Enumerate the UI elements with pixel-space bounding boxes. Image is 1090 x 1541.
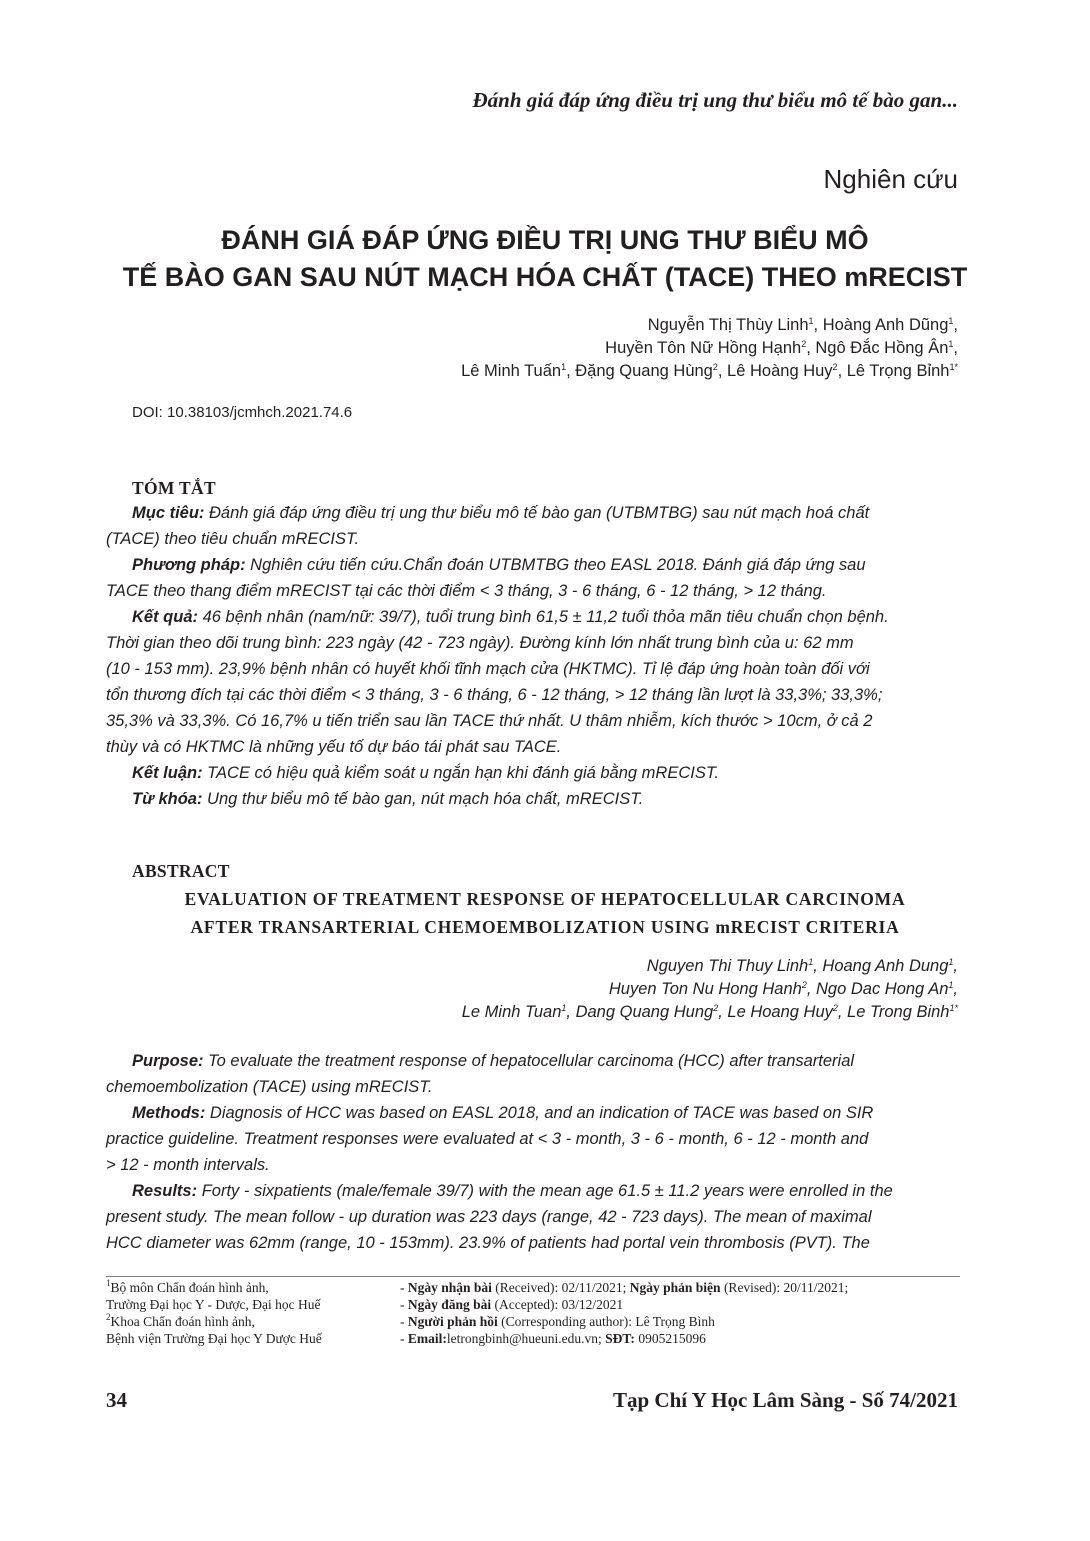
author-line — [461, 360, 958, 383]
received-label: Ngày nhận bài — [407, 1280, 492, 1295]
en-abstract-heading: ABSTRACT — [132, 861, 230, 881]
en-title — [0, 885, 1090, 941]
running-head: Đánh giá đáp ứng điều trị ung thư biểu mô tế bào gan... — [472, 88, 958, 112]
accepted-label: Ngày đăng bài — [407, 1297, 492, 1312]
affiliation-mark: 1 — [808, 316, 814, 326]
page-number: 34 — [106, 1388, 127, 1412]
revised-label: Ngày phản biện — [629, 1280, 721, 1295]
author: Huyền Tôn Nữ Hồng Hạnh — [605, 339, 802, 357]
affiliation-mark: 2 — [832, 362, 838, 372]
affiliation-mark: 1 — [106, 1278, 111, 1288]
footnote-line: - Ngày đăng bài (Accepted): 03/12/2021 — [400, 1297, 624, 1312]
accepted-date: (Accepted): 03/12/2021 — [491, 1297, 624, 1312]
abstract-line: HCC diameter was 62mm (range, 10 - 153mm). 23.9% of patients had portal vein thrombosis (PVT). The — [106, 1234, 870, 1252]
abstract-line — [106, 786, 960, 812]
affiliation-mark: 1 — [808, 957, 814, 967]
affiliation-mark: 2 — [801, 339, 807, 349]
abstract-text: TACE có hiệu quả kiểm soát u ngắn hạn khi đánh giá bằng mRECIST. — [202, 764, 719, 782]
abstract-line: > 12 - month intervals. — [106, 1156, 270, 1174]
abstract-line: present study. The mean follow - up duration was 223 days (range, 42 - 723 days). The mean of maximal — [106, 1208, 872, 1226]
author: , Hoàng Anh Dũng — [813, 316, 949, 334]
author: , Ngô Đắc Hồng Ân — [806, 339, 949, 357]
affiliation-mark: 1 — [948, 957, 954, 967]
abstract-line: 35,3% và 33,3%. Có 16,7% u tiến triển sau lần TACE thứ nhất. U thâm nhiễm, kích thước > 10cm, ở cả 2 — [106, 712, 873, 730]
author: , Lê Trọng Bỉnh — [837, 362, 950, 380]
affiliation-mark: 1 — [948, 316, 954, 326]
affiliation-mark: 1 — [561, 1003, 567, 1013]
author-line — [462, 955, 958, 978]
title-line: TẾ BÀO GAN SAU NÚT MẠCH HÓA CHẤT (TACE) THEO mRECIST — [122, 262, 968, 292]
affiliation-text: Bộ môn Chẩn đoán hình ảnh, — [110, 1280, 269, 1295]
results-label: Kết quả: — [132, 608, 198, 626]
author-line — [461, 337, 958, 360]
footnote-line — [106, 1313, 322, 1330]
affiliation-text: Khoa Chẩn đoán hình ảnh, — [110, 1314, 255, 1329]
author: , Ngo Dac Hong An — [806, 980, 949, 998]
author: Lê Minh Tuấn — [461, 362, 562, 380]
abstract-text: Nghiên cứu tiến cứu.Chẩn đoán UTBMTBG theo EASL 2018. Đánh giá đáp ứng sau — [245, 556, 866, 574]
author: , Lê Hoàng Huy — [717, 362, 833, 380]
affiliation-footnotes — [106, 1279, 322, 1347]
abstract-text: Đánh giá đáp ứng điều trị ung thư biểu mô tế bào gan (UTBMTBG) sau nút mạch hoá chất — [204, 504, 870, 522]
affiliation-mark: 2 — [106, 1312, 111, 1322]
abstract-line — [106, 500, 960, 526]
author-line — [462, 978, 958, 1001]
abstract-line: tổn thương đích tại các thời điểm < 3 tháng, 3 - 6 tháng, 6 - 12 tháng, > 12 tháng lần lượt là 33,3%; 33,3%; — [106, 686, 883, 704]
affiliation-mark: 1* — [949, 362, 958, 372]
methods-label: Phương pháp: — [132, 556, 246, 574]
affiliation-mark: 1 — [948, 980, 954, 990]
corresponding-author: (Corresponding author): Lê Trọng Bình — [497, 1314, 715, 1329]
email-label: Email: — [407, 1331, 447, 1346]
affiliation-mark: 1 — [561, 362, 567, 372]
email-address[interactable]: letrongbinh@hueuni.edu.vn; — [446, 1331, 606, 1346]
en-abstract-body — [106, 1048, 960, 1256]
vn-abstract-body — [106, 500, 960, 812]
abstract-line — [106, 1048, 960, 1074]
abstract-line: (TACE) theo tiêu chuẩn mRECIST. — [106, 530, 360, 548]
footnote-line: - Ngày nhận bài (Received): 02/11/2021; Ngày phản biện (Revised): 20/11/2021; — [400, 1280, 849, 1295]
abstract-line: practice guideline. Treatment responses were evaluated at < 3 - month, 3 - 6 - month, 6 - 12 - month and — [106, 1130, 869, 1148]
abstract-text: Ung thư biểu mô tế bào gan, nút mạch hóa chất, mRECIST. — [202, 790, 644, 808]
author: Huyen Ton Nu Hong Hanh — [608, 980, 802, 998]
footnote-line — [106, 1279, 322, 1296]
separator: , — [953, 316, 958, 334]
objective-label: Mục tiêu: — [132, 504, 205, 522]
footnote-line: - Người phản hồi (Corresponding author): Lê Trọng Bình — [400, 1314, 715, 1329]
conclusion-label: Kết luận: — [132, 764, 203, 782]
title-line: ĐÁNH GIÁ ĐÁP ỨNG ĐIỀU TRỊ UNG THƯ BIỂU MÔ — [221, 225, 869, 255]
author: , Hoang Anh Dung — [813, 957, 949, 975]
footnote-line: Bệnh viện Trường Đại học Y Dược Huế — [106, 1331, 322, 1346]
abstract-line — [106, 760, 960, 786]
results-label: Results: — [132, 1182, 198, 1200]
received-date: (Received): 02/11/2021; — [491, 1280, 630, 1295]
author: Nguyen Thi Thuy Linh — [646, 957, 809, 975]
corresponding-label: Người phản hồi — [407, 1314, 498, 1329]
affiliation-mark: 2 — [712, 362, 718, 372]
separator: , — [953, 980, 958, 998]
abstract-text: To evaluate the treatment response of hepatocellular carcinoma (HCC) after transarterial — [203, 1052, 855, 1070]
footnote-line: - Email:letrongbinh@hueuni.edu.vn; SĐT: 0905215096 — [400, 1331, 706, 1346]
separator: , — [953, 339, 958, 357]
author-line — [462, 1001, 958, 1024]
affiliation-mark: 2 — [713, 1003, 719, 1013]
author: Nguyễn Thị Thùy Linh — [647, 316, 809, 334]
doi[interactable]: DOI: 10.38103/jcmhch.2021.74.6 — [132, 404, 353, 421]
author-line — [461, 314, 958, 337]
affiliation-mark: 1* — [949, 1003, 958, 1013]
author: , Đặng Quang Hùng — [566, 362, 713, 380]
abstract-line — [106, 1100, 960, 1126]
affiliation-mark: 2 — [832, 1003, 838, 1013]
abstract-line — [106, 604, 960, 630]
abstract-line — [106, 1178, 960, 1204]
author: , Dang Quang Hung — [566, 1003, 714, 1021]
vn-abstract-heading: TÓM TẮT — [132, 478, 216, 498]
section-label: Nghiên cứu — [823, 164, 958, 194]
affiliation-mark: 1 — [948, 339, 954, 349]
footnote-line: Trường Đại học Y - Dược, Đại học Huế — [106, 1297, 321, 1312]
article-title — [0, 222, 1090, 296]
author: , Le Trong Binh — [837, 1003, 950, 1021]
en-title-line: EVALUATION OF TREATMENT RESPONSE OF HEPATOCELLULAR CARCINOMA — [184, 889, 906, 909]
en-author-list — [462, 955, 958, 1024]
abstract-line — [106, 552, 960, 578]
author: Le Minh Tuan — [461, 1003, 562, 1021]
abstract-line: thùy và có HKTMC là những yếu tố dự báo tái phát sau TACE. — [106, 738, 562, 756]
methods-label: Methods: — [132, 1104, 206, 1122]
keywords-label: Từ khóa: — [132, 790, 203, 808]
phone-label: SĐT: — [605, 1331, 635, 1346]
publication-footnotes — [400, 1279, 848, 1347]
purpose-label: Purpose: — [132, 1052, 204, 1070]
author: , Le Hoang Huy — [718, 1003, 833, 1021]
abstract-text: 46 bệnh nhân (nam/nữ: 39/7), tuổi trung bình 61,5 ± 11,2 tuổi thỏa mãn tiêu chuẩn chọn bệnh. — [198, 608, 889, 626]
vn-author-list — [461, 314, 958, 383]
abstract-line: TACE theo thang điểm mRECIST tại các thời điểm < 3 tháng, 3 - 6 tháng, 6 - 12 tháng, > 12 tháng. — [106, 582, 827, 600]
abstract-line: chemoembolization (TACE) using mRECIST. — [106, 1078, 433, 1096]
affiliation-mark: 2 — [801, 980, 807, 990]
phone-number: 0905215096 — [634, 1331, 706, 1346]
abstract-text: Forty - sixpatients (male/female 39/7) with the mean age 61.5 ± 11.2 years were enrolled in the — [197, 1182, 893, 1200]
footnote-divider — [106, 1276, 960, 1277]
abstract-line: (10 - 153 mm). 23,9% bệnh nhân có huyết khối tĩnh mạch cửa (HKTMC). Tỉ lệ đáp ứng hoàn toàn đối với — [106, 660, 870, 678]
abstract-text: Diagnosis of HCC was based on EASL 2018, and an indication of TACE was based on SIR — [205, 1104, 874, 1122]
abstract-line: Thời gian theo dõi trung bình: 223 ngày (42 - 723 ngày). Đường kính lớn nhất trung bình của u: 62 mm — [106, 634, 854, 652]
en-title-line: AFTER TRANSARTERIAL CHEMOEMBOLIZATION USING mRECIST CRITERIA — [190, 917, 900, 937]
journal-name: Tạp Chí Y Học Lâm Sàng - Số 74/2021 — [613, 1388, 958, 1412]
revised-date: (Revised): 20/11/2021; — [720, 1280, 849, 1295]
separator: , — [953, 957, 958, 975]
